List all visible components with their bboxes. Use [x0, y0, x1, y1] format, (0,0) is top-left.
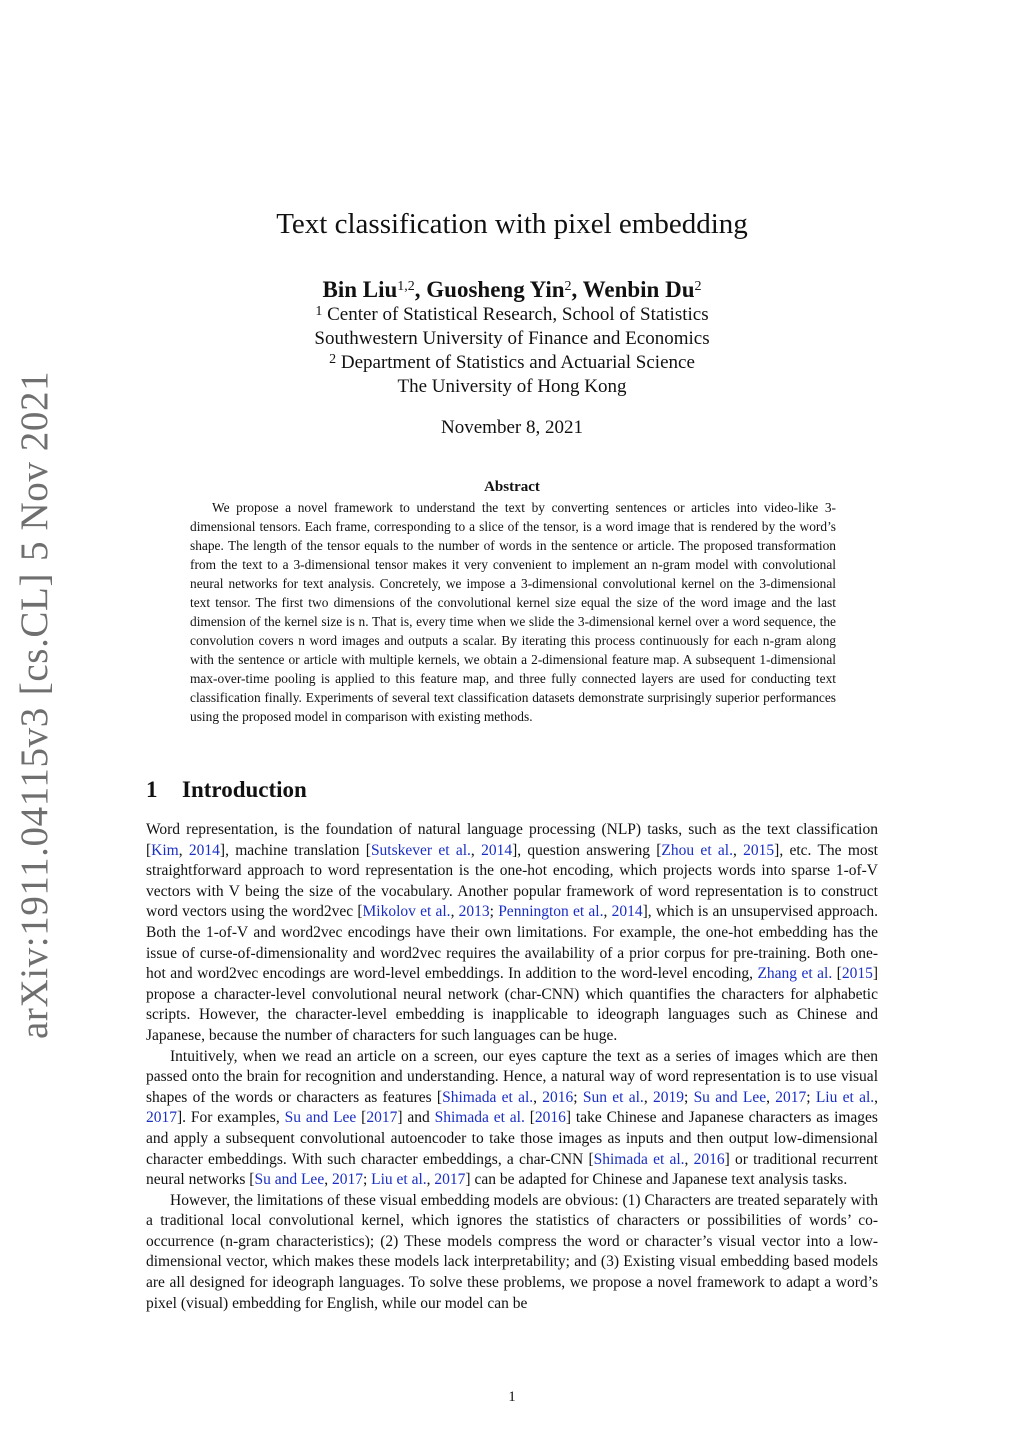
- paragraph-text: Intuitively, when we read an article on a screen, our eyes capture the text as a series of images which are then passed onto the brain for recognition and understanding. Hence, a natural way of word representation is to use visual shapes of the words or characters as features [: [146, 1047, 878, 1106]
- citation-link[interactable]: 2016: [693, 1150, 725, 1168]
- citation-link[interactable]: Mikolov et al.: [362, 903, 451, 921]
- affiliation-list: [0, 303, 1024, 399]
- paragraph-text: ;: [362, 1171, 372, 1189]
- page-number: 1: [508, 1389, 516, 1405]
- citation-link[interactable]: Su and Lee: [693, 1088, 767, 1106]
- paragraph-text: ,: [684, 1150, 694, 1168]
- paragraph-text: ,: [766, 1088, 776, 1106]
- paragraph-text: However, the limitations of these visual embedding models are obvious: (1) Characters are treated separately with a traditional local convolutional kernel, which ignores the statistics of characters or possibilities of words’ co-occurrence (n-gram characteristics); (2) These models compress the word or character’s visual vector into a low-dimensional vector, which makes these models lack interpretability; and (3) Existing visual embedding based models are all designed for ideograph languages. To solve these problems, we propose a novel framework to adapt a word’s pixel (visual) embedding for English, while our model can be: [146, 1191, 878, 1312]
- citation-link[interactable]: Shimada et al.: [442, 1088, 534, 1106]
- author-affiliation-mark: 2: [564, 279, 572, 294]
- paragraph-text: ]. For examples,: [177, 1109, 285, 1127]
- paragraph-text: ,: [324, 1171, 332, 1189]
- citation-link[interactable]: 2013: [458, 903, 490, 921]
- paragraph-text: ], question answering [: [512, 841, 662, 859]
- author-separator: ,: [414, 277, 427, 302]
- paragraph-text: ;: [489, 903, 499, 921]
- paragraph-text: ,: [874, 1088, 879, 1106]
- citation-link[interactable]: Liu et al.: [371, 1171, 427, 1189]
- author: [426, 277, 582, 302]
- citation-link[interactable]: 2017: [331, 1171, 363, 1189]
- author-list: [0, 275, 1024, 305]
- citation-link[interactable]: 2017: [146, 1109, 177, 1127]
- affiliation-text: Center of Statistical Research, School of Statistics: [322, 304, 709, 325]
- paragraph-text: ,: [643, 1088, 653, 1106]
- paragraph-text: ] can be adapted for Chinese and Japanese text analysis tasks.: [465, 1171, 848, 1189]
- author-name: Wenbin Du: [582, 277, 695, 302]
- citation-link[interactable]: Shimada et al.: [434, 1109, 525, 1127]
- citation-link[interactable]: 2014: [611, 903, 643, 921]
- citation-link[interactable]: Sun et al.: [582, 1088, 644, 1106]
- paragraph-text: ], etc. The most straightforward approach to word representation is the one-hot encoding, which projects words into sparse 1-of-V vectors with V being the size of the vocabulary. Another popular framework of word representation is to construct word vectors using the word2vec [: [146, 841, 878, 921]
- citation-link[interactable]: Sutskever et al.: [370, 841, 471, 859]
- arxiv-date: 5 Nov 2021: [13, 370, 56, 561]
- section-title: Introduction: [182, 777, 307, 802]
- paper-date: November 8, 2021: [441, 417, 583, 438]
- paragraph-text: ,: [470, 841, 482, 859]
- citation-link[interactable]: 2017: [775, 1088, 807, 1106]
- paragraph-text: [: [524, 1109, 535, 1127]
- author-name: Guosheng Yin: [426, 277, 565, 302]
- author-name: Bin Liu: [322, 277, 398, 302]
- citation-link[interactable]: 2016: [542, 1088, 574, 1106]
- arxiv-id: arXiv:1911.04115v3: [13, 707, 56, 1039]
- citation-link[interactable]: 2014: [188, 841, 220, 859]
- author-affiliation-mark: 1,2: [397, 279, 415, 294]
- citation-link[interactable]: Liu et al.: [815, 1088, 875, 1106]
- paragraph-text: ,: [603, 903, 612, 921]
- citation-link[interactable]: Su and Lee: [254, 1171, 325, 1189]
- abstract-text: We propose a novel framework to understand the text by converting sentences or articles into video-like 3-dimensional tensors. Each frame, corresponding to a slice of the tensor, is a word image that is rendered by the word’s shape. The length of the tensor equals to the number of words in the sentence or article. The proposed transformation from the text to a 3-dimensional tensor makes it very convenient to implement an n-gram model with convolutional neural networks for text analysis. Concretely, we impose a 3-dimensional convolutional kernel on the 3-dimensional text tensor. The first two dimensions of the convolutional kernel size equal the size of the word image and the last dimension of the kernel size is n. That is, every time when we slide the 3-dimensional kernel over a word sequence, the convolution covers n word images and outputs a scalar. By iterating this process continuously for each n-gram along with the sentence or article with multiple kernels, we obtain a 2-dimensional feature map. A subsequent 1-dimensional max-over-time pooling is applied to this feature map, and three fully connected layers are used for conducting text classification finally. Experiments of several text classification datasets demonstrate surprisingly superior performances using the proposed model in comparison with existing methods.: [190, 500, 836, 724]
- author: [322, 277, 426, 302]
- author: [583, 277, 702, 302]
- paragraph-text: ,: [732, 841, 744, 859]
- paragraph-text: ] and: [397, 1109, 435, 1127]
- affiliation-line: [0, 303, 1024, 327]
- paragraph-text: Word representation, is the foundation of natural language processing (NLP) tasks, such as the text classification [: [146, 821, 878, 859]
- citation-link[interactable]: Shimada et al.: [593, 1150, 685, 1168]
- citation-link[interactable]: Kim: [151, 841, 179, 859]
- paragraph-text: ], machine translation [: [219, 841, 371, 859]
- paragraph-text: ;: [573, 1088, 583, 1106]
- paragraph: [146, 1191, 878, 1315]
- citation-link[interactable]: Su and Lee: [284, 1109, 357, 1127]
- affiliation-text: The University of Hong Kong: [397, 376, 627, 397]
- paragraph-text: ] or traditional recurrent neural networks [: [146, 1150, 878, 1189]
- affiliation-mark: 1: [315, 304, 323, 319]
- paragraph-text: ;: [806, 1088, 816, 1106]
- affiliation-mark: 2: [329, 352, 337, 367]
- affiliation-line: [0, 375, 1024, 399]
- introduction-body: [146, 820, 878, 1314]
- paragraph-text: ] take Chinese and Japanese characters as images and apply a subsequent convolutional autoencoder to take those images as inputs and then output low-dimensional character embeddings. With such character embeddings, a char-CNN [: [146, 1109, 878, 1168]
- paragraph-text: [: [356, 1109, 367, 1127]
- paragraph-text: ,: [450, 903, 459, 921]
- paragraph-text: ;: [683, 1088, 694, 1106]
- author-affiliation-mark: 2: [694, 279, 702, 294]
- arxiv-identifier-stamp[interactable]: [6, 370, 64, 1045]
- affiliation-text: Department of Statistics and Actuarial Science: [336, 352, 695, 373]
- citation-link[interactable]: Pennington et al.: [498, 903, 604, 921]
- citation-link[interactable]: 2017: [434, 1171, 466, 1189]
- citation-link[interactable]: 2015: [743, 841, 775, 859]
- citation-link[interactable]: 2017: [366, 1109, 398, 1127]
- paper-title: Text classification with pixel embedding: [276, 208, 748, 240]
- author-separator: ,: [571, 277, 583, 302]
- paragraph-text: ], which is an unsupervised approach. Both the 1-of-V and word2vec encodings have their own limitations. For example, the one-hot embedding has the issue of curse-of-dimensionality and word2vec requires the availability of a prior corpus for pre-training. Both one-hot and word2vec encodings are word-level embeddings. In addition to the word-level encoding,: [146, 903, 878, 983]
- citation-link[interactable]: Zhou et al.: [661, 841, 733, 859]
- paragraph-text: ,: [426, 1171, 435, 1189]
- paragraph: [146, 820, 878, 1047]
- affiliation-line: [0, 327, 1024, 351]
- affiliation-text: Southwestern University of Finance and Economics: [314, 328, 710, 349]
- citation-link[interactable]: 2016: [534, 1109, 566, 1127]
- paragraph-text: [: [832, 965, 842, 983]
- paragraph: [146, 1047, 878, 1191]
- section-heading: [146, 775, 307, 805]
- paragraph-text: ,: [178, 841, 189, 859]
- paragraph-text: ,: [533, 1088, 543, 1106]
- citation-link[interactable]: 2014: [481, 841, 513, 859]
- citation-link[interactable]: 2019: [652, 1088, 684, 1106]
- affiliation-line: [0, 351, 1024, 375]
- citation-link[interactable]: 2015: [841, 965, 873, 983]
- abstract-heading: Abstract: [484, 479, 540, 495]
- section-number: 1: [146, 777, 158, 802]
- paragraph-text: ] propose a character-level convolutional neural network (char-CNN) which quantifies the characters for alphabetic scripts. However, the character-level embedding is inapplicable to ideograph languages such as Chinese and Japanese, because the number of characters for such languages can be huge.: [146, 965, 878, 1044]
- arxiv-category: [cs.CL]: [13, 572, 56, 696]
- citation-link[interactable]: Zhang et al.: [757, 965, 833, 983]
